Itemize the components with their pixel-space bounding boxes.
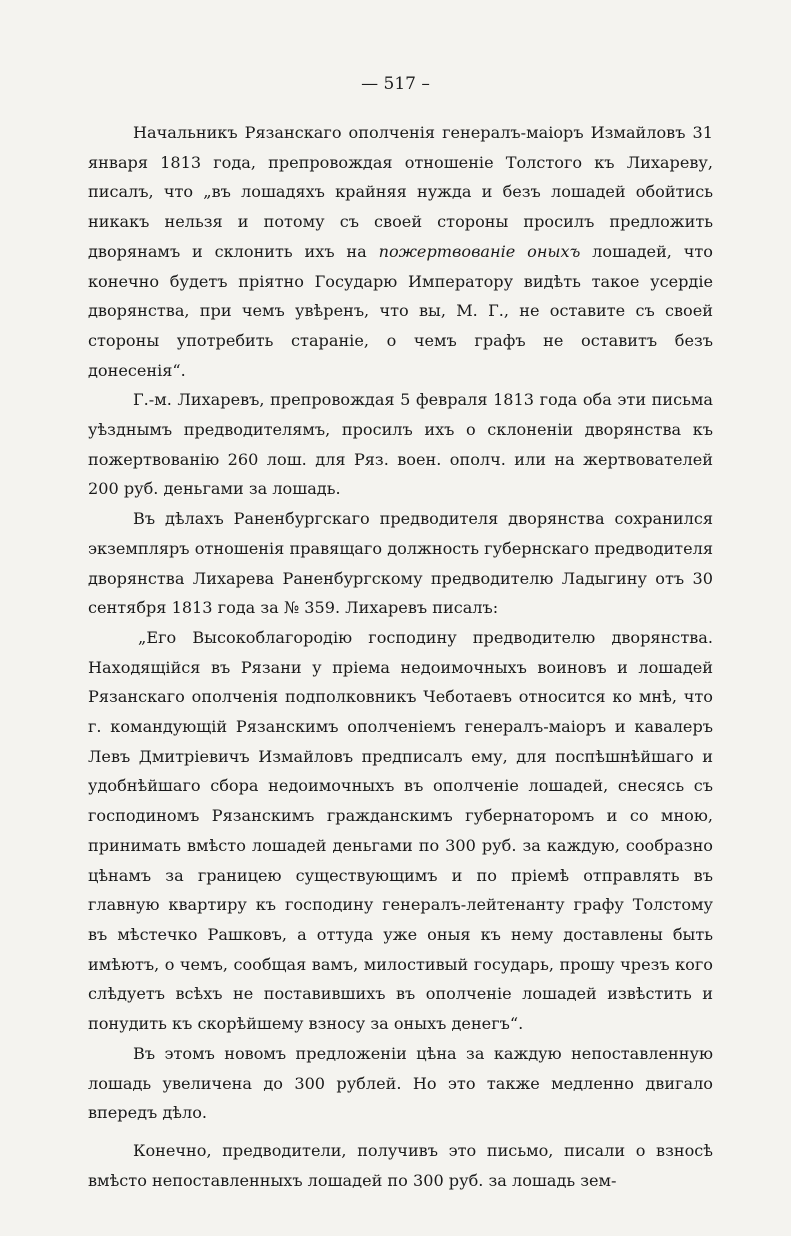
paragraph-ranenburg-archive: Въ дѣлахъ Раненбургскаго предводителя дворянства сохранился экземпляръ отношенія правящаго должность губернскаго предводителя дворянства Лихарева Раненбургскому предводителю Ладыгину отъ 30 сентября 1813 года за № 359. Лихаревъ писалъ: — [88, 509, 713, 618]
paragraph-likharev-forwarding: Г.-м. Лихаревъ, препровождая 5 февраля 1813 года оба эти письма уѣзднымъ предводителямъ, просилъ ихъ о склоненіи дворянства къ пожертвованію 260 лош. для Ряз. воен. ополч. или на жертвователей 200 руб. деньгами за лошадь. — [88, 390, 713, 499]
paragraph-1-emphasis: пожертвованіе оныхъ — [378, 241, 581, 261]
paragraph-price-increase: Въ этомъ новомъ предложеніи цѣна за каждую непоставленную лошадь увеличена до 300 рублей. Но это также медленно двигало впередъ дѣло. — [88, 1043, 713, 1123]
quoted-letter: „Его Высокоблагородію господину предводителю дворянства. Находящійся въ Рязани у пріема недоимочныхъ воиновъ и лошадей Рязанскаго ополченія подполковникъ Чеботаевъ относится ко мнѣ, что г. командующій Рязанскимъ ополченіемъ генералъ-маіоръ и кавалеръ Левъ Дмитріевичъ Измайловъ предписалъ ему, для поспѣшнѣйшаго и удобнѣйшаго сбора недоимочныхъ въ ополченіе лошадей, снесясь съ господиномъ Рязанскимъ гражданскимъ губернаторомъ и со мною, принимать вмѣсто лошадей деньгами по 300 руб. за каждую, сообразно цѣнамъ за границею существующимъ и по пріемѣ отправлять въ главную квартиру къ господину генералъ-лейтенанту графу Толстому въ мѣстечко Рашковъ, а оттуда уже оныя къ нему доставлены быть имѣютъ, о чемъ, сообщая вамъ, милостивый государь, прошу чрезъ кого слѣдуетъ всѣхъ не поставившихъ въ ополченіе лошадей извѣстить и понудить къ скорѣйшему взносу за оныхъ денегъ“. — [88, 627, 713, 1034]
paragraph-marshals-reply: Конечно, предводители, получивъ это письмо, писали о взносѣ вмѣсто непоставленныхъ лошадей по 300 руб. за лошадь зем- — [88, 1140, 713, 1190]
page-number: — 517 – — [361, 74, 430, 94]
paragraph-1-text-start: Начальникъ Рязанскаго ополченія генералъ-маіоръ Измайловъ 31 января 1813 года, препровождая отношеніе Толстого къ Лихареву, писалъ, что „въ лошадяхъ крайняя нужда и безъ лошадей обойтись никакъ нельзя и потому съ своей стороны просилъ предложить дворянамъ и склонить ихъ на — [88, 123, 713, 261]
body-text — [88, 118, 713, 1195]
paragraph-1-text-end: лошадей, что конечно будетъ пріятно Государю Императору видѣть такое усердіе дворянства, при чемъ увѣренъ, что вы, М. Г., не оставите съ своей стороны употребить стараніе, о чемъ графъ не оставитъ безъ донесенія“. — [88, 241, 713, 380]
paragraph-izmailov-letter — [88, 118, 713, 385]
